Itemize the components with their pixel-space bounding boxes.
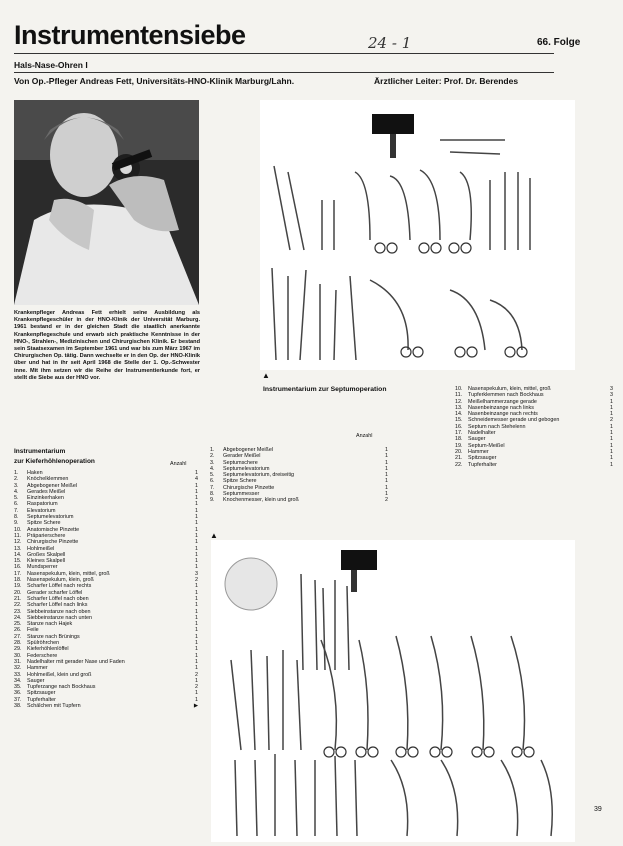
- instrument-plate-septum: [211, 540, 575, 842]
- item-name: Scharfer Löffel nach oben: [27, 595, 89, 602]
- item-count: 1: [195, 470, 198, 476]
- item-name: Chirurgische Pinzette: [223, 484, 275, 491]
- septum-list: [210, 447, 388, 504]
- instrument-plate-sinus: [260, 100, 575, 370]
- item-count: 4: [195, 476, 198, 483]
- item-count: 1: [195, 640, 198, 647]
- list-item: [455, 462, 613, 468]
- item-name: Elevatorium: [27, 507, 56, 514]
- item-name: Raspatorium: [27, 501, 58, 508]
- item-count: 1: [195, 501, 198, 508]
- plate2-marker: ▲: [210, 531, 218, 540]
- item-number: 11.: [14, 532, 22, 539]
- item-name: Einzinkerhaken: [27, 495, 64, 502]
- item-count: 1: [195, 514, 198, 521]
- item-number: 12.: [455, 398, 463, 405]
- item-count: 1: [385, 459, 388, 466]
- item-count: 1: [195, 614, 198, 621]
- item-count: 1: [195, 482, 198, 489]
- item-name: Schneidemesser gerade und gebogen: [468, 417, 560, 424]
- item-name: Haken: [27, 470, 43, 476]
- item-name: Sauger: [27, 677, 45, 684]
- item-number: 8.: [210, 491, 215, 498]
- item-number: 27.: [14, 633, 22, 640]
- item-number: 31.: [14, 658, 22, 665]
- item-name: Hammer: [27, 665, 48, 672]
- item-count: 1: [195, 539, 198, 546]
- item-name: Stanze nach Hajek: [27, 621, 73, 628]
- sinus-count-label: Anzahl: [170, 461, 187, 467]
- item-name: Scharfer Löffel nach rechts: [27, 583, 92, 590]
- item-number: 18.: [455, 436, 463, 443]
- item-count: 2: [610, 417, 613, 424]
- item-count: 1: [195, 545, 198, 552]
- item-number: 33.: [14, 671, 22, 678]
- item-number: 34.: [14, 677, 22, 684]
- item-number: 23.: [14, 608, 22, 615]
- item-name: Meißelhammerzange gerade: [468, 398, 537, 405]
- item-count: 1: [610, 430, 613, 437]
- page-title: Instrumentensiebe: [14, 20, 246, 50]
- item-count: 1: [385, 465, 388, 472]
- item-number: 15.: [14, 558, 22, 565]
- item-number: 17.: [14, 570, 22, 577]
- item-number: 32.: [14, 665, 22, 672]
- item-count: 1: [195, 627, 198, 634]
- item-name: Präparierschere: [27, 532, 66, 539]
- item-count: 1: [195, 595, 198, 602]
- item-count: 1: [610, 461, 613, 468]
- item-count: 1: [610, 448, 613, 455]
- item-name: Federschere: [27, 652, 58, 659]
- item-number: 22.: [14, 602, 22, 609]
- item-number: 5.: [14, 495, 19, 502]
- plate1-marker: ▲: [262, 371, 270, 380]
- item-name: Mundsperrer: [27, 564, 58, 571]
- item-name: Siebbeinstanze nach oben: [27, 608, 91, 615]
- item-number: 2.: [14, 476, 19, 483]
- item-name: Hohlmeißel: [27, 545, 55, 552]
- item-count: 1: [610, 436, 613, 443]
- item-name: Gerades Meißel: [27, 488, 66, 495]
- item-name: Nasenbeinzange nach rechts: [468, 411, 538, 418]
- item-name: Hohlmeißel, klein und groß: [27, 671, 92, 678]
- item-number: 7.: [210, 484, 215, 491]
- item-name: Feile: [27, 627, 39, 634]
- author-photo: [14, 100, 199, 305]
- item-count: 1: [195, 564, 198, 571]
- item-number: 15.: [455, 417, 463, 424]
- item-name: Septumelevatorium, dreiseitig: [223, 472, 295, 479]
- series-number: 66. Folge: [537, 37, 581, 48]
- item-count: 1: [385, 447, 388, 453]
- item-name: Spitze Schere: [223, 478, 257, 485]
- item-number: 9.: [14, 520, 19, 527]
- item-count: 1: [195, 696, 198, 703]
- item-number: 1.: [210, 447, 215, 453]
- item-name: Gerader scharfer Löffel: [27, 589, 83, 596]
- item-count: 1: [195, 526, 198, 533]
- item-count: 1: [195, 520, 198, 527]
- item-count: 1: [195, 652, 198, 659]
- item-number: 6.: [14, 501, 19, 508]
- item-name: Knöchelklemmen: [27, 476, 69, 483]
- item-name: Septumschere: [223, 459, 258, 466]
- item-number: 20.: [14, 589, 22, 596]
- item-number: 14.: [455, 411, 463, 418]
- item-count: 1: [610, 411, 613, 418]
- item-count: 1: [195, 551, 198, 558]
- item-name: Großes Skalpell: [27, 551, 66, 558]
- item-name: Anatomische Pinzette: [27, 526, 80, 533]
- item-name: Septum nach Stehelenn: [468, 423, 526, 430]
- item-name: Spitzsauger: [27, 690, 56, 697]
- item-number: 8.: [14, 514, 19, 521]
- item-number: 16.: [455, 423, 463, 430]
- item-count: 2: [385, 497, 388, 504]
- item-name: Spitze Schere: [27, 520, 61, 527]
- item-number: 25.: [14, 621, 22, 628]
- item-number: 4.: [14, 488, 19, 495]
- list-item: [210, 497, 388, 503]
- septum-list-continued: [455, 386, 613, 468]
- septum-heading: Instrumentarium zur Septumoperation: [263, 386, 387, 393]
- item-number: 20.: [455, 448, 463, 455]
- item-number: 24.: [14, 614, 22, 621]
- item-count: 1: [195, 690, 198, 697]
- item-name: Nasenspekulum, klein, groß: [27, 577, 94, 584]
- item-number: 26.: [14, 627, 22, 634]
- item-number: 4.: [210, 465, 215, 472]
- subtitle-rule: [14, 72, 554, 73]
- item-name: Tupferzange nach Bockhaus: [27, 684, 96, 691]
- item-number: 10.: [455, 386, 463, 392]
- item-count: 1: [195, 589, 198, 596]
- item-number: 21.: [14, 595, 22, 602]
- item-name: Abgebogener Meißel: [27, 482, 78, 489]
- subtitle: Hals-Nase-Ohren I: [14, 60, 88, 70]
- item-count: 1: [610, 404, 613, 411]
- item-name: Kleines Skalpell: [27, 558, 66, 565]
- item-count: 1: [195, 507, 198, 514]
- item-name: Scharfer Löffel nach links: [27, 602, 88, 609]
- item-count: 1: [195, 621, 198, 628]
- item-name: Nasenbeinzange nach links: [468, 404, 534, 411]
- item-name: Nadelhalter mit gerader Nase und Faden: [27, 658, 125, 665]
- item-count: 1: [610, 455, 613, 462]
- item-count: 1: [385, 453, 388, 460]
- item-number: 6.: [210, 478, 215, 485]
- item-count: 1: [195, 488, 198, 495]
- item-number: 3.: [14, 482, 19, 489]
- item-number: 37.: [14, 696, 22, 703]
- item-number: 29.: [14, 646, 22, 653]
- item-count: 1: [195, 495, 198, 502]
- item-count: 1: [610, 398, 613, 405]
- item-count: 3: [610, 392, 613, 399]
- item-name: Nadelhalter: [468, 430, 496, 437]
- item-name: Tupferhalter: [468, 461, 497, 468]
- item-number: 2.: [210, 453, 215, 460]
- item-number: 38.: [14, 702, 22, 709]
- item-count: 1: [195, 677, 198, 684]
- item-name: Gerader Meißel: [223, 453, 261, 460]
- item-name: Spitzsauger: [468, 455, 497, 462]
- author-caption: Krankenpfleger Andreas Fett erhielt seine Ausbildung als Krankenpflegeschüler in der HNO-Klinik der Universität Marburg. 1961 bestand er in der gleichen Stadt die staatlich anerkannte Krankenpflegeschule und erwarb sich praktische Kenntnisse in der HNO-, Strahlen-, Medizinischen und Chirurgischen Klinik. Er bestand sein Staatsexamen im September 1961 und war bis zum März 1967 im Chirurgischen Op. tätig. Dann wechselte er in den Op. der HNO-Klinik über und hat in ihr seit April 1968 die Stelle der 1. Op.-Schwester inne. Mit ihm setzen wir die Reihe der Instrumentierkunde fort, er stellt die Siebe aus der HNO vor.: [14, 310, 200, 381]
- list-item: [14, 703, 198, 709]
- item-number: 28.: [14, 640, 22, 647]
- item-name: Tupferhalter: [27, 696, 56, 703]
- item-name: Abgebogener Meißel: [223, 447, 274, 453]
- item-count: ▶: [193, 702, 198, 709]
- item-count: 2: [195, 684, 198, 691]
- item-count: 1: [195, 646, 198, 653]
- item-number: 22.: [455, 461, 463, 468]
- item-name: Hammer: [468, 448, 489, 455]
- item-name: Septum-Meißel: [468, 442, 505, 449]
- item-count: 1: [610, 442, 613, 449]
- item-number: 9.: [210, 497, 215, 504]
- title-rule: [14, 53, 554, 54]
- author-line: Von Op.-Pfleger Andreas Fett, Universitäts-HNO-Klinik Marburg/Lahn.: [14, 76, 295, 86]
- item-name: Septumelevatorium: [27, 514, 74, 521]
- item-number: 14.: [14, 551, 22, 558]
- item-number: 3.: [210, 459, 215, 466]
- item-count: 1: [195, 602, 198, 609]
- item-count: 1: [385, 472, 388, 479]
- item-name: Sauger: [468, 436, 486, 443]
- item-name: Septumelevatorium: [223, 465, 270, 472]
- item-number: 12.: [14, 539, 22, 546]
- item-count: 1: [385, 478, 388, 485]
- item-number: 13.: [455, 404, 463, 411]
- item-number: 16.: [14, 564, 22, 571]
- director-line: Ärztlicher Leiter: Prof. Dr. Berendes: [374, 76, 519, 86]
- item-number: 17.: [455, 430, 463, 437]
- item-number: 5.: [210, 472, 215, 479]
- sinus-list: [14, 470, 198, 709]
- item-count: 1: [610, 423, 613, 430]
- item-name: Nasenspekulum, klein, mittel, groß: [27, 570, 110, 577]
- item-name: Knochenmesser, klein und groß: [223, 497, 299, 504]
- item-number: 36.: [14, 690, 22, 697]
- item-count: 2: [195, 671, 198, 678]
- item-number: 13.: [14, 545, 22, 552]
- handwritten-note: 24 - 1: [368, 34, 412, 52]
- item-name: Chirurgische Pinzette: [27, 539, 79, 546]
- item-count: 1: [195, 608, 198, 615]
- item-count: 1: [195, 633, 198, 640]
- item-number: 11.: [455, 392, 463, 399]
- item-name: Septummesser: [223, 491, 260, 498]
- item-number: 18.: [14, 577, 22, 584]
- item-number: 10.: [14, 526, 22, 533]
- item-count: 1: [385, 484, 388, 491]
- item-count: 1: [195, 658, 198, 665]
- item-number: 7.: [14, 507, 19, 514]
- item-number: 1.: [14, 470, 19, 476]
- page-number: 39: [594, 806, 602, 813]
- item-number: 30.: [14, 652, 22, 659]
- item-number: 19.: [455, 442, 463, 449]
- sinus-subheading: zur Kieferhöhlenoperation: [14, 458, 95, 465]
- item-count: 2: [195, 577, 198, 584]
- septum-count-label: Anzahl: [356, 433, 373, 439]
- item-name: Kieferhöhlenlöffel: [27, 646, 69, 653]
- item-count: 1: [195, 665, 198, 672]
- item-count: 1: [195, 558, 198, 565]
- item-count: 3: [610, 386, 613, 392]
- item-name: Siebbeinstanze nach unten: [27, 614, 93, 621]
- item-number: 35.: [14, 684, 22, 691]
- sinus-heading: Instrumentarium: [14, 448, 66, 455]
- item-count: 1: [195, 583, 198, 590]
- item-count: 1: [195, 532, 198, 539]
- item-name: Tupferklemmen nach Bockhaus: [468, 392, 544, 399]
- item-name: Stanze nach Brünings: [27, 633, 80, 640]
- item-name: Nasenspekulum, klein, mittel, groß: [468, 386, 551, 392]
- item-count: 1: [385, 491, 388, 498]
- item-number: 21.: [455, 455, 463, 462]
- item-number: 19.: [14, 583, 22, 590]
- item-name: Spülröhrchen: [27, 640, 60, 647]
- item-name: Schälchen mit Tupfern: [27, 702, 81, 709]
- item-count: 3: [195, 570, 198, 577]
